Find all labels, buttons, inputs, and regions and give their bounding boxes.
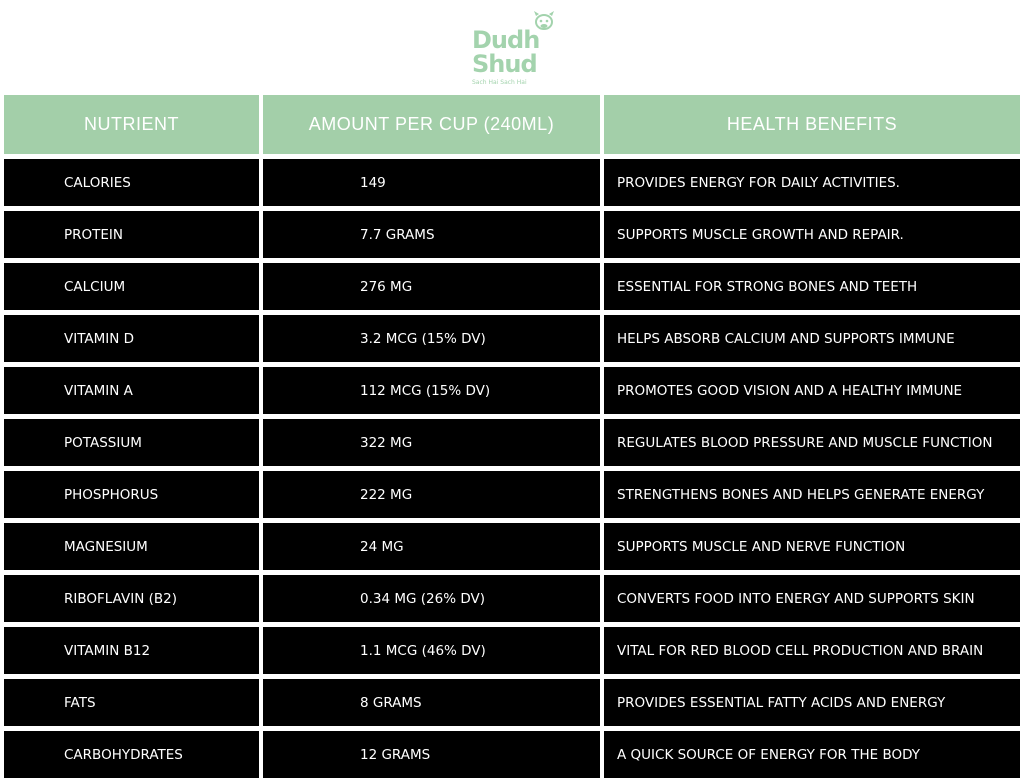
table-row: [4, 315, 1020, 367]
table-row: [4, 731, 1020, 783]
amount-cell: 0.34 MG (26% DV): [263, 575, 600, 622]
nutrient-cell: CALORIES: [4, 159, 259, 206]
benefit-cell: PROMOTES GOOD VISION AND A HEALTHY IMMUNE: [604, 367, 1020, 414]
nutrient-cell: VITAMIN D: [4, 315, 259, 362]
header-amount: AMOUNT PER CUP (240ML): [263, 95, 600, 154]
nutrient-cell: VITAMIN A: [4, 367, 259, 414]
nutrient-cell: CALCIUM: [4, 263, 259, 310]
table-row: [4, 679, 1020, 731]
nutrient-cell: RIBOFLAVIN (B2): [4, 575, 259, 622]
brand-tagline: Sach Hai Sach Hai: [472, 79, 527, 86]
table-row: [4, 211, 1020, 263]
benefit-cell: STRENGTHENS BONES AND HELPS GENERATE ENERGY: [604, 471, 1020, 518]
amount-cell: 322 MG: [263, 419, 600, 466]
table-row: [4, 159, 1020, 211]
benefit-cell: SUPPORTS MUSCLE GROWTH AND REPAIR.: [604, 211, 1020, 258]
amount-cell: 149: [263, 159, 600, 206]
amount-cell: 7.7 GRAMS: [263, 211, 600, 258]
table-row: [4, 523, 1020, 575]
amount-cell: 112 MCG (15% DV): [263, 367, 600, 414]
benefit-cell: SUPPORTS MUSCLE AND NERVE FUNCTION: [604, 523, 1020, 570]
benefit-cell: REGULATES BLOOD PRESSURE AND MUSCLE FUNCTION: [604, 419, 1020, 466]
amount-cell: 222 MG: [263, 471, 600, 518]
nutrient-cell: PROTEIN: [4, 211, 259, 258]
amount-cell: 8 GRAMS: [263, 679, 600, 726]
benefit-cell: CONVERTS FOOD INTO ENERGY AND SUPPORTS SKIN: [604, 575, 1020, 622]
brand-logo: [466, 10, 558, 90]
nutrient-cell: POTASSIUM: [4, 419, 259, 466]
nutrition-table: [4, 95, 1020, 783]
amount-cell: 24 MG: [263, 523, 600, 570]
table-row: [4, 575, 1020, 627]
benefit-cell: VITAL FOR RED BLOOD CELL PRODUCTION AND BRAIN: [604, 627, 1020, 674]
brand-name-line2: Shud: [472, 50, 537, 78]
benefit-cell: PROVIDES ESSENTIAL FATTY ACIDS AND ENERGY: [604, 679, 1020, 726]
nutrient-cell: FATS: [4, 679, 259, 726]
header-nutrient: NUTRIENT: [4, 95, 259, 154]
table-row: [4, 263, 1020, 315]
table-row: [4, 471, 1020, 523]
benefit-cell: A QUICK SOURCE OF ENERGY FOR THE BODY: [604, 731, 1020, 778]
table-row: [4, 627, 1020, 679]
nutrient-cell: VITAMIN B12: [4, 627, 259, 674]
amount-cell: 276 MG: [263, 263, 600, 310]
brand-name-line1: Dudh: [472, 26, 540, 54]
table-row: [4, 367, 1020, 419]
table-row: [4, 419, 1020, 471]
benefit-cell: ESSENTIAL FOR STRONG BONES AND TEETH: [604, 263, 1020, 310]
nutrient-cell: PHOSPHORUS: [4, 471, 259, 518]
nutrient-cell: MAGNESIUM: [4, 523, 259, 570]
table-header-row: [4, 95, 1020, 159]
nutrient-cell: CARBOHYDRATES: [4, 731, 259, 778]
amount-cell: 12 GRAMS: [263, 731, 600, 778]
benefit-cell: PROVIDES ENERGY FOR DAILY ACTIVITIES.: [604, 159, 1020, 206]
amount-cell: 1.1 MCG (46% DV): [263, 627, 600, 674]
header-health-benefits: HEALTH BENEFITS: [604, 95, 1020, 154]
amount-cell: 3.2 MCG (15% DV): [263, 315, 600, 362]
benefit-cell: HELPS ABSORB CALCIUM AND SUPPORTS IMMUNE: [604, 315, 1020, 362]
